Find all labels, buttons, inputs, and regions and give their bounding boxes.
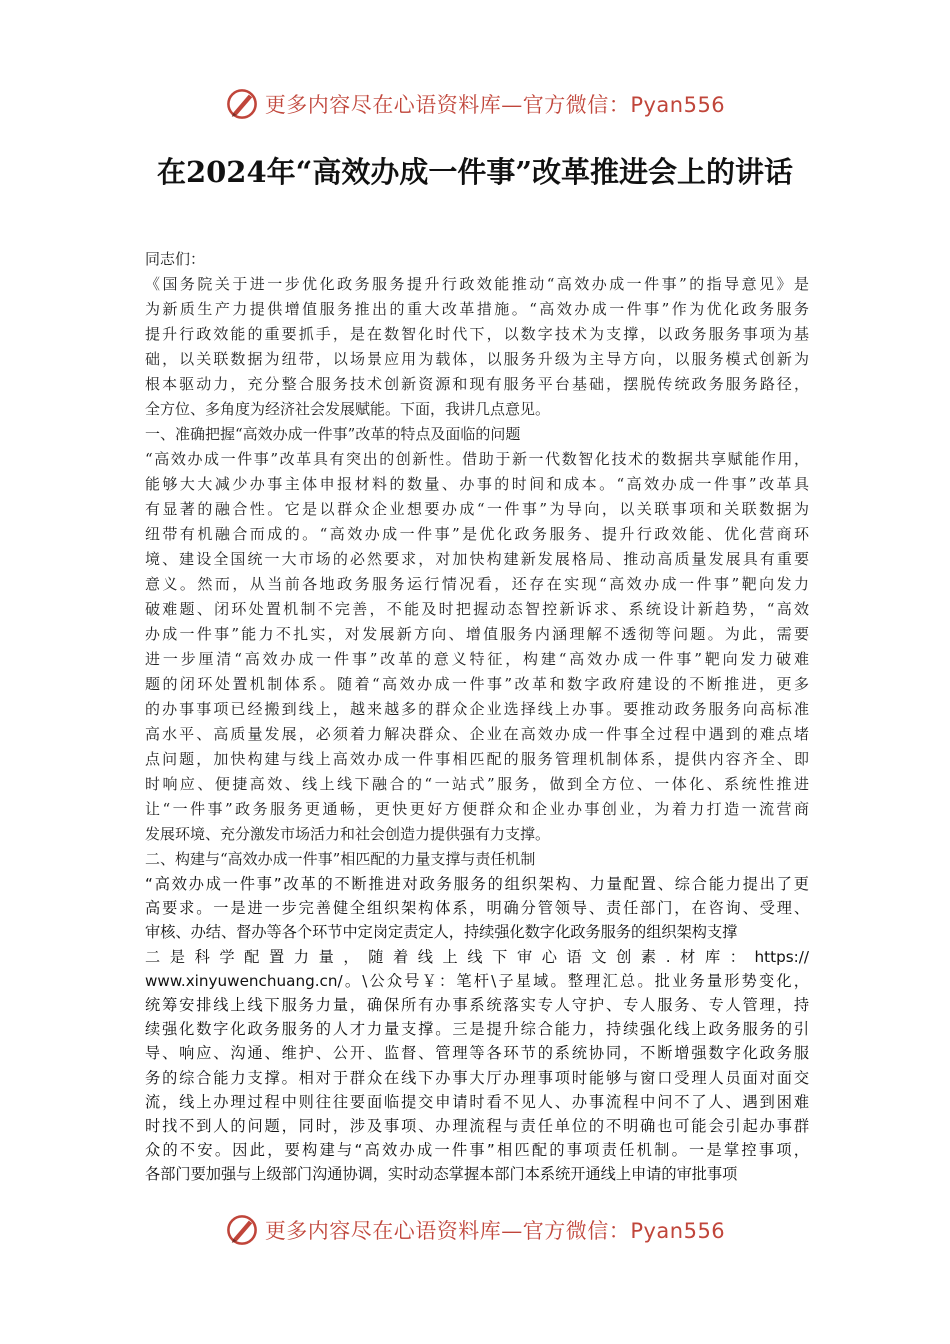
- paragraph-line: “高效办成一件事”改革具有突出的创新性。借助于新一代数智化技术的数据共享赋能作用，: [145, 450, 809, 468]
- page-title: 在2024年“高效办成一件事”改革推进会上的讲话: [156, 155, 794, 189]
- wechat-id: Pyan556: [630, 93, 726, 117]
- pen-logo-icon: [225, 1213, 259, 1247]
- paragraph-line: 点问题，加快构建与线上高效办成一件事相匹配的服务管理机制体系，提供内容齐全、即: [145, 750, 809, 768]
- paragraph-line: 高要求。一是进一步完善健全组织架构体系，明确分管领导、责任部门，在咨询、受理、: [145, 899, 809, 918]
- paragraph-line: 有显著的融合性。它是以群众企业想要办成“一件事”为导向，以关联事项和关联数据为: [145, 500, 809, 518]
- header-banner: [0, 84, 950, 124]
- paragraph-line: 同志们：: [145, 250, 206, 268]
- paragraph-line: 统筹安排线上线下服务力量，确保所有办事系统落实专人守护、专人服务、专人管理，持: [145, 995, 809, 1014]
- paragraph-line: 一、准确把握“高效办成一件事”改革的特点及面临的问题: [145, 425, 521, 443]
- body-sans-block: [145, 872, 809, 1186]
- paragraph-line: 破难题、闭环处置机制不完善，不能及时把握动态智控新诉求、系统设计新趋势，“高效: [145, 600, 809, 618]
- paragraph-line: 《国务院关于进一步优化政务服务提升行政效能推动“高效办成一件事”的指导意见》是: [145, 275, 809, 293]
- paragraph-line: 进一步厘清“高效办成一件事”改革的意义特征，构建“高效办成一件事”靶向发力破难: [145, 650, 809, 668]
- paragraph-line: 续强化数字化政务服务的人才力量支撑。三是提升综合能力，持续强化线上政务服务的引: [145, 1020, 809, 1039]
- paragraph-line: 各部门要加强与上级部门沟通协调，实时动态掌握本部门本系统开通线上申请的审批事项: [145, 1165, 738, 1184]
- paragraph-line: 二、构建与“高效办成一件事”相匹配的力量支撑与责任机制: [145, 850, 536, 868]
- paragraph-line: 让“一件事”政务服务更通畅，更快更好方便群众和企业办事创业，为着力打造一流营商: [145, 800, 809, 818]
- document-body: [145, 247, 809, 1186]
- paragraph-line: 全方位、多角度为经济社会发展赋能。下面，我讲几点意见。: [145, 400, 551, 418]
- paragraph-line: 高水平、高质量发展，必须着力解决群众、企业在高效办成一件事全过程中遇到的难点堵: [145, 725, 809, 743]
- paragraph-line: 务的综合能力支撑。相对于群众在线下办事大厅办理事项时能够与窗口受理人员面对面交: [145, 1068, 809, 1087]
- paragraph-line: 为新质生产力提供增值服务推出的重大改革措施。“高效办成一件事”作为优化政务服务: [145, 300, 809, 318]
- footer-banner: [0, 1210, 950, 1250]
- paragraph-line: 纽带有机融合而成的。“高效办成一件事”是优化政务服务、提升行政效能、优化营商环: [145, 525, 809, 543]
- body-serif-block: [145, 247, 809, 872]
- paragraph-line: 办成一件事”能力不扎实，对发展新方向、增值服务内涵理解不透彻等问题。为此，需要: [145, 625, 809, 643]
- paragraph-line: 境、建设全国统一大市场的必然要求，对加快构建新发展格局、推动高质量发展具有重要: [145, 550, 809, 568]
- paragraph-line: 流，线上办理过程中则往往要面临提交申请时看不见人、办事流程中问不了人、遇到困难: [145, 1092, 809, 1111]
- paragraph-line: 审核、办结、督办等各个环节中定岗定责定人，持续强化数字化政务服务的组织架构支撑: [145, 923, 738, 942]
- paragraph-line: 础，以关联数据为纽带，以场景应用为载体，以服务升级为主导方向，以服务模式创新为: [145, 350, 809, 368]
- paragraph-line: 意义。然而，从当前各地政务服务运行情况看，还存在实现“高效办成一件事”靶向发力: [145, 575, 809, 593]
- paragraph-line: 根本驱动力，充分整合服务技术创新资源和现有服务平台基础，摆脱传统政务服务路径，: [145, 375, 809, 393]
- paragraph-line: 能够大大减少办事主体申报材料的数量、办事的时间和成本。“高效办成一件事”改革具: [145, 475, 809, 493]
- paragraph-line: 众的不安。因此，要构建与“高效办成一件事”相匹配的事项责任机制。一是掌控事项，: [145, 1141, 809, 1160]
- paragraph-line: 题的闭环处置机制体系。随着“高效办成一件事”改革和数字政府建设的不断推进，更多: [145, 675, 809, 693]
- pen-logo-icon: [225, 87, 259, 121]
- paragraph-line: 提升行政效能的重要抓手，是在数智化时代下，以数字技术为支撑，以政务服务事项为基: [145, 325, 809, 343]
- paragraph-line: 时响应、便捷高效、线上线下融合的“一站式”服务，做到全方位、一体化、系统性推进: [145, 775, 809, 793]
- paragraph-line: 的办事事项已经搬到线上，越来越多的群众企业选择线上办事。要推动政务服务向高标准: [145, 700, 809, 718]
- paragraph-line: 发展环境、充分激发市场活力和社会创造力提供强有力支撑。: [145, 825, 551, 843]
- paragraph-line: 导、响应、沟通、维护、公开、监督、管理等各环节的系统协同，不断增强数字化政务服: [145, 1044, 809, 1063]
- banner-text: 更多内容尽在心语资料库—官方微信：Pyan556: [264, 1219, 726, 1243]
- wechat-id: Pyan556: [630, 1219, 726, 1243]
- banner-text: 更多内容尽在心语资料库—官方微信：Pyan556: [264, 93, 726, 117]
- paragraph-line: www.xinyuwenchuang.cn/。\公众号￥：笔杆\子星域。整理汇总。批业务量形势变化，: [145, 971, 809, 990]
- paragraph-line: 二是科学配置力量，随着线上线下审心语文创素.材库：https://: [145, 947, 809, 966]
- paragraph-line: 时找不到人的问题，同时，涉及事项、办理流程与责任单位的不明确也可能会引起办事群: [145, 1116, 809, 1135]
- paragraph-line: “高效办成一件事”改革的不断推进对政务服务的组织架构、力量配置、综合能力提出了更: [145, 875, 809, 893]
